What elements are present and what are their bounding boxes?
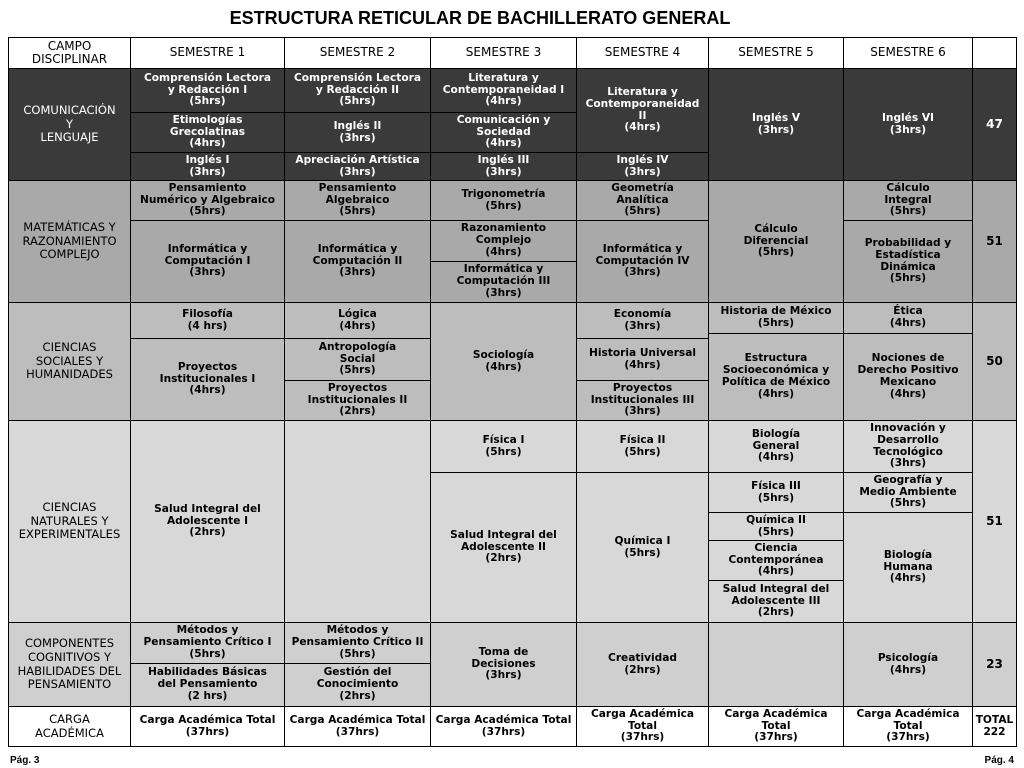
page-number-left: Pág. 3 [10, 755, 40, 766]
carga-total-s3: Carga Académica Total (37hrs) [430, 706, 577, 747]
course-cell: Innovación y Desarrollo Tecnológico (3hrs) [843, 420, 973, 473]
course-cell: Informática y Computación I (3hrs) [130, 220, 285, 303]
course-cell: Cálculo Diferencial (5hrs) [708, 180, 844, 303]
course-cell: Inglés V (3hrs) [708, 68, 844, 181]
course-cell: Psicología (4hrs) [843, 622, 973, 707]
header-semester: SEMESTRE 4 [576, 37, 709, 69]
course-cell: Ética (4hrs) [843, 302, 973, 334]
page-number-right: Pág. 4 [984, 755, 1014, 766]
page-title: ESTRUCTURA RETICULAR DE BACHILLERATO GENERAL [229, 8, 731, 28]
course-cell: Proyectos Institucionales III (3hrs) [576, 380, 709, 421]
header-semester: SEMESTRE 6 [843, 37, 973, 69]
course-cell: Trigonometría (5hrs) [430, 180, 577, 221]
course-cell: Métodos y Pensamiento Crítico I (5hrs) [130, 622, 285, 664]
course-cell: Pensamiento Numérico y Algebraico (5hrs) [130, 180, 285, 221]
course-cell: Química II (5hrs) [708, 512, 844, 541]
course-cell: Comprensión Lectora y Redacción I (5hrs) [130, 68, 285, 113]
course-cell: Historia Universal (4hrs) [576, 338, 709, 381]
course-cell: Salud Integral del Adolescente I (2hrs) [130, 420, 285, 623]
course-cell: Comprensión Lectora y Redacción II (5hrs) [284, 68, 431, 113]
field-total-naturales: 51 [972, 420, 1017, 623]
course-cell: Razonamiento Complejo (4hrs) [430, 220, 577, 262]
course-cell: Métodos y Pensamiento Crítico II (5hrs) [284, 622, 431, 664]
course-cell: Antropología Social (5hrs) [284, 338, 431, 381]
empty-cell [284, 420, 431, 623]
course-cell: Economía (3hrs) [576, 302, 709, 339]
course-cell: Proyectos Institucionales I (4hrs) [130, 338, 285, 421]
course-cell: Salud Integral del Adolescente III (2hrs) [708, 580, 844, 623]
course-cell: Estructura Socioeconómica y Política de México (4hrs) [708, 333, 844, 421]
course-cell: Lógica (4hrs) [284, 302, 431, 339]
course-cell: Inglés III (3hrs) [430, 152, 577, 181]
course-cell: Geografía y Medio Ambiente (5hrs) [843, 472, 973, 513]
course-cell: Geometría Analítica (5hrs) [576, 180, 709, 221]
field-componentes: COMPONENTES COGNITIVOS Y HABILIDADES DEL PENSAMIENTO [8, 622, 131, 707]
header-semester: SEMESTRE 5 [708, 37, 844, 69]
course-cell: Literatura y Contemporaneidad II (4hrs) [576, 68, 709, 153]
course-cell: Creatividad (2hrs) [576, 622, 709, 707]
header-semester: SEMESTRE 1 [130, 37, 285, 69]
header-semester: SEMESTRE 2 [284, 37, 431, 69]
course-cell: Etimologías Grecolatinas (4hrs) [130, 112, 285, 153]
course-cell: Informática y Computación III (3hrs) [430, 261, 577, 303]
field-total-comunicacion: 47 [972, 68, 1017, 181]
course-cell: Inglés IV (3hrs) [576, 152, 709, 181]
course-cell: Informática y Computación IV (3hrs) [576, 220, 709, 303]
course-cell: Filosofía (4 hrs) [130, 302, 285, 339]
header-total [972, 37, 1017, 69]
field-carga-academica: CARGA ACADÉMICA [8, 706, 131, 747]
carga-total-s4: Carga Académica Total (37hrs) [576, 706, 709, 747]
course-cell: Física I (5hrs) [430, 420, 577, 473]
course-cell: Pensamiento Algebraico (5hrs) [284, 180, 431, 221]
empty-cell [708, 622, 844, 707]
header-campo-disciplinar: CAMPO DISCIPLINAR [8, 37, 131, 69]
header-semester: SEMESTRE 3 [430, 37, 577, 69]
grand-total: TOTAL 222 [972, 706, 1017, 747]
field-total-matematicas: 51 [972, 180, 1017, 303]
course-cell: Toma de Decisiones (3hrs) [430, 622, 577, 707]
course-cell: Apreciación Artística (3hrs) [284, 152, 431, 181]
carga-total-s5: Carga Académica Total (37hrs) [708, 706, 844, 747]
course-cell: Nociones de Derecho Positivo Mexicano (4hrs) [843, 333, 973, 421]
course-cell: Literatura y Contemporaneidad I (4hrs) [430, 68, 577, 113]
field-naturales: CIENCIAS NATURALES Y EXPERIMENTALES [8, 420, 131, 623]
carga-total-s6: Carga Académica Total (37hrs) [843, 706, 973, 747]
course-cell: Física II (5hrs) [576, 420, 709, 473]
course-cell: Salud Integral del Adolescente II (2hrs) [430, 472, 577, 623]
field-matematicas: MATEMÁTICAS Y RAZONAMIENTO COMPLEJO [8, 180, 131, 303]
field-sociales: CIENCIAS SOCIALES Y HUMANIDADES [8, 302, 131, 421]
course-cell: Química I (5hrs) [576, 472, 709, 623]
course-cell: Cálculo Integral (5hrs) [843, 180, 973, 221]
course-cell: Informática y Computación II (3hrs) [284, 220, 431, 303]
course-cell: Inglés II (3hrs) [284, 112, 431, 153]
course-cell: Inglés I (3hrs) [130, 152, 285, 181]
course-cell: Habilidades Básicas del Pensamiento (2 hrs) [130, 663, 285, 707]
course-cell: Biología General (4hrs) [708, 420, 844, 473]
course-cell: Probabilidad y Estadística Dinámica (5hrs) [843, 220, 973, 303]
course-cell: Inglés VI (3hrs) [843, 68, 973, 181]
carga-total-s2: Carga Académica Total (37hrs) [284, 706, 431, 747]
course-cell: Ciencia Contemporánea (4hrs) [708, 540, 844, 581]
course-cell: Comunicación y Sociedad (4hrs) [430, 112, 577, 153]
course-cell: Sociología (4hrs) [430, 302, 577, 421]
course-cell: Física III (5hrs) [708, 472, 844, 513]
course-cell: Proyectos Institucionales II (2hrs) [284, 380, 431, 421]
course-cell: Gestión del Conocimiento (2hrs) [284, 663, 431, 707]
field-total-sociales: 50 [972, 302, 1017, 421]
field-total-componentes: 23 [972, 622, 1017, 707]
course-cell: Historia de México (5hrs) [708, 302, 844, 334]
field-comunicacion: COMUNICACIÓN Y LENGUAJE [8, 68, 131, 181]
course-cell: Biología Humana (4hrs) [843, 512, 973, 623]
carga-total-s1: Carga Académica Total (37hrs) [130, 706, 285, 747]
